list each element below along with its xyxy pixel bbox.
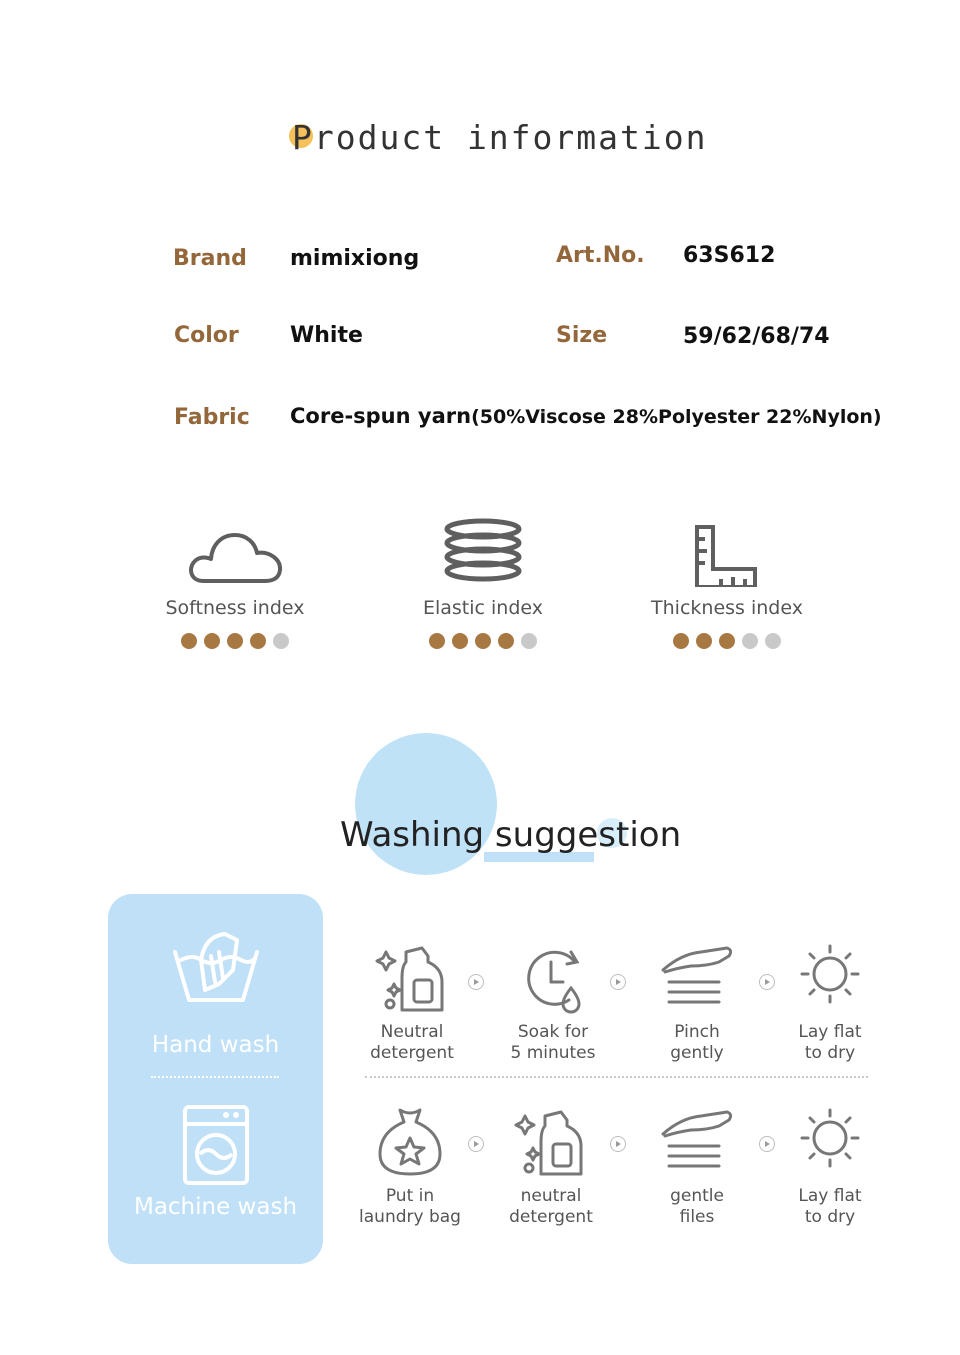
wash-method-panel	[108, 894, 323, 1264]
hand-wash-icon	[171, 926, 261, 1006]
panel-divider	[151, 1076, 279, 1078]
color-value: White	[290, 323, 363, 348]
row-divider	[365, 1076, 868, 1078]
step-label: Lay flat to dry	[798, 1186, 862, 1227]
step-label: gentle files	[670, 1186, 724, 1227]
rating-dot	[452, 633, 468, 649]
machine-step-bag	[350, 1106, 470, 1228]
rating-dot	[475, 633, 491, 649]
elastic-label: Elastic index	[422, 597, 544, 619]
fabric-detail: (50%Viscose 28%Polyester 22%Nylon)	[471, 406, 882, 428]
hand-step-detergent	[352, 942, 472, 1064]
softness-rating	[125, 633, 345, 649]
brand-value: mimixiong	[290, 246, 420, 271]
softness-index	[125, 515, 345, 649]
hand-step-dry	[770, 942, 890, 1064]
elastic-rating	[373, 633, 593, 649]
washing-machine-icon	[182, 1104, 250, 1186]
rating-dot	[765, 633, 781, 649]
color-label: Color	[174, 323, 239, 348]
page-title: Product information	[292, 118, 708, 157]
sun-icon	[790, 942, 870, 1014]
clock-water-icon	[513, 942, 593, 1014]
step-label: Put in laundry bag	[359, 1186, 461, 1227]
fabric-label: Fabric	[174, 405, 250, 430]
artno-value: 63S612	[683, 243, 776, 268]
brand-label: Brand	[173, 246, 247, 271]
sun-icon	[790, 1106, 870, 1178]
hand-wash-label: Hand wash	[151, 1032, 280, 1058]
hand-press-icon	[657, 942, 737, 1014]
step-arrow-icon	[468, 974, 484, 990]
laundry-bag-icon	[370, 1106, 450, 1178]
rating-dot	[673, 633, 689, 649]
washing-title: Washing suggestion	[340, 815, 682, 855]
coil-spring-icon	[433, 515, 533, 587]
cloud-icon	[185, 515, 285, 587]
step-arrow-icon	[610, 974, 626, 990]
thickness-rating	[617, 633, 837, 649]
hand-step-soak	[493, 942, 613, 1064]
rating-dot	[227, 633, 243, 649]
rating-dot	[429, 633, 445, 649]
softness-label: Softness index	[165, 597, 305, 619]
thickness-index	[617, 515, 837, 649]
size-label: Size	[556, 323, 608, 348]
hand-press-icon	[657, 1106, 737, 1178]
ruler-icon	[677, 515, 777, 587]
fabric-value	[290, 404, 882, 428]
step-label: neutral detergent	[509, 1186, 593, 1227]
elastic-index	[373, 515, 593, 649]
rating-dot	[273, 633, 289, 649]
thickness-label: Thickness index	[651, 597, 803, 619]
machine-wash-label: Machine wash	[133, 1194, 298, 1220]
rating-dot	[521, 633, 537, 649]
artno-label: Art.No.	[556, 243, 645, 268]
step-arrow-icon	[610, 1136, 626, 1152]
rating-dot	[696, 633, 712, 649]
hand-step-pinch	[637, 942, 757, 1064]
rating-dot	[181, 633, 197, 649]
step-label: Lay flat to dry	[798, 1022, 862, 1063]
rating-dot	[498, 633, 514, 649]
machine-step-detergent	[491, 1106, 611, 1228]
step-arrow-icon	[468, 1136, 484, 1152]
rating-dot	[204, 633, 220, 649]
size-value: 59/62/68/74	[683, 324, 830, 349]
step-label: Pinch gently	[670, 1022, 724, 1063]
rating-dot	[719, 633, 735, 649]
step-label: Soak for 5 minutes	[510, 1022, 596, 1063]
rating-dot	[742, 633, 758, 649]
detergent-bottle-icon	[372, 942, 452, 1014]
detergent-bottle-icon	[511, 1106, 591, 1178]
step-label: Neutral detergent	[370, 1022, 454, 1063]
fabric-main: Core-spun yarn	[290, 404, 472, 428]
rating-dot	[250, 633, 266, 649]
machine-step-gentle	[637, 1106, 757, 1228]
machine-step-dry	[770, 1106, 890, 1228]
